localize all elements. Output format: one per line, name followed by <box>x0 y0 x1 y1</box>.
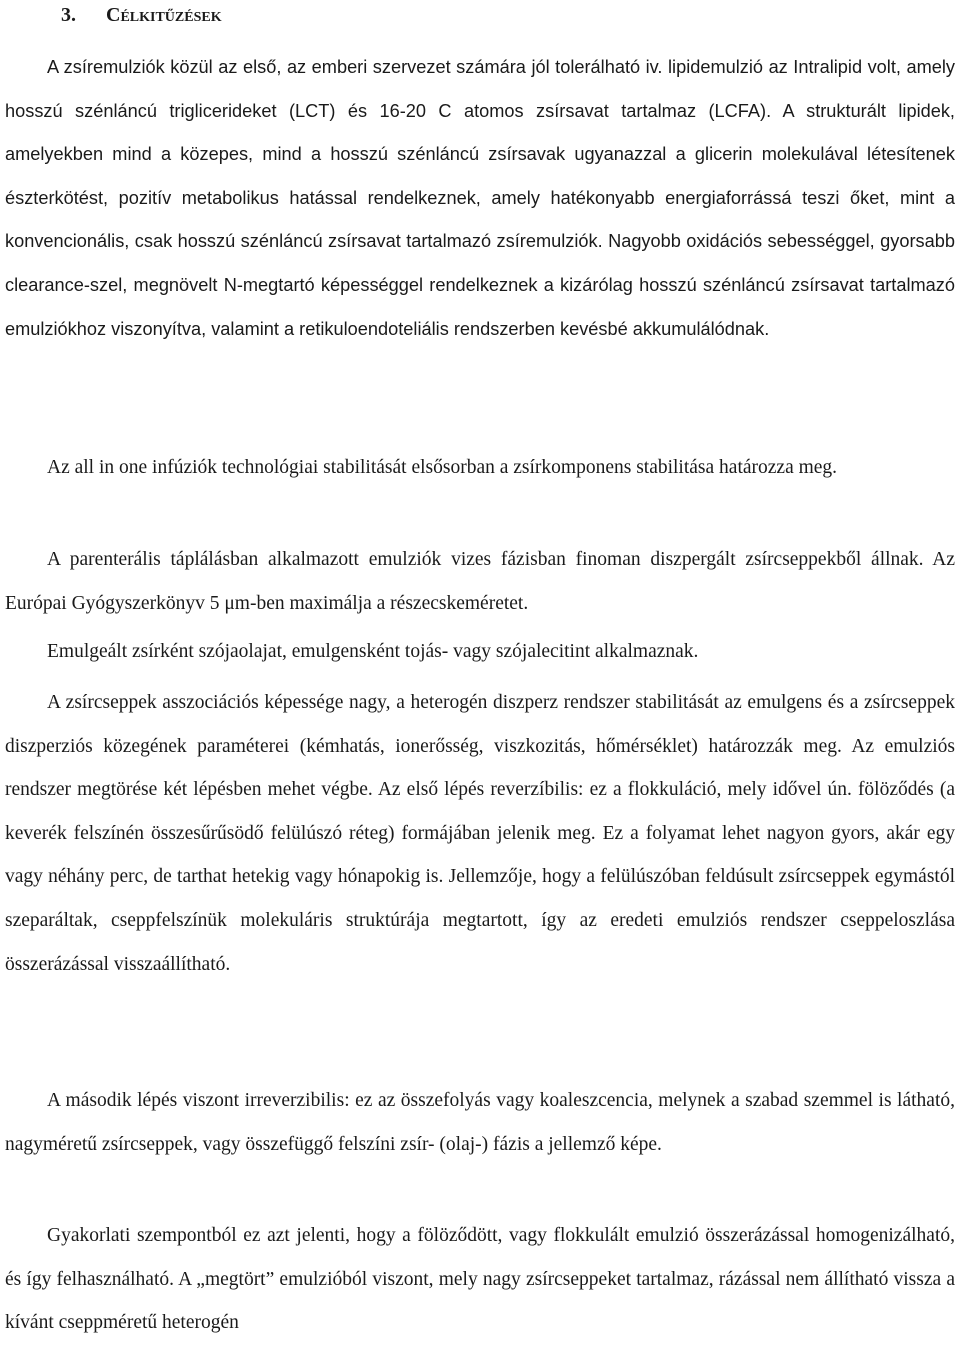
paragraph-emulsifiers: Emulgeált zsírként szójaolajat, emulgensként tojás- vagy szójalecitint alkalmaznak. <box>47 641 699 662</box>
paragraph-practical-meaning: Gyakorlati szempontból ez azt jelenti, hogy a fölöződött, vagy flokkulált emulzió összerázással homogenizálható, és így felhasználható. A „megtört” emulzióból viszont, mely nagy zsírcseppeket tartalmaz, rázással nem állítható vissza a kívánt cseppméretű heterogén <box>5 1225 955 1334</box>
paragraph-irreversible-step: A második lépés viszont irreverzibilis: ez az összefolyás vagy koaleszcencia, melynek a szabad szemmel is látható, nagyméretű zsírcseppek, vagy összefüggő felszíni zsír- (olaj-) fázis a jellemző képe. <box>5 1090 955 1155</box>
paragraph-lipid-emulsions: A zsíremulziók közül az első, az emberi szervezet számára jól tolerálható iv. lipidemulzió az Intralipid volt, amely hosszú szénláncú triglicerideket (LCT) és 16-20 C atomos zsírsavat tartalmaz (LCFA). A strukturált lipidek, amelyekben mind a közepes, mind a hosszú szénláncú zsírsavak ugyanazzal a glicerin molekulával létesítenek észterkötést, pozitív metabolikus hatással rendelkeznek, amely hatékonyabb energiaforrássá teszi őket, mint a konvencionális, csak hosszú szénláncú zsírsavat tartalmazó zsíremulziók. Nagyobb oxidációs sebességgel, gyorsabb clearance-szel, megnövelt N-megtartó képességgel rendelkeznek a kizárólag hosszú szénláncú zsírsavat tartalmazó emulziókhoz viszonyítva, valamint a retikuloendoteliális rendszerben kevésbé akkumulálódnak. <box>5 57 955 339</box>
section-number: 3. <box>61 4 76 26</box>
section-title: Célkitűzések <box>106 4 222 26</box>
paragraph-droplet-association: A zsírcseppek asszociációs képessége nagy, a heterogén diszperz rendszer stabilitását az emulgens és a zsírcseppek diszperziós közegének paraméterei (kémhatás, ionerősség, viszkozitás, hőmérséklet) határozzák meg. Az emulziós rendszer megtörése két lépésben mehet végbe. Az első lépés reverzíbilis: ez a flokkuláció, mely idővel ún. fölöződés (a keverék felszínén összesűrűsödő felülúszó réteg) formájában jelenik meg. Ez a folyamat lehet nagyon gyors, akár egy vagy néhány perc, de tarthat hetekig vagy hónapokig is. Jellemzője, hogy a felülúszóban feldúsult zsírcseppek egymástól szeparáltak, cseppfelszínük molekuláris struktúrája megtartott, így az eredeti emulziós rendszer cseppeloszlása összerázással visszaállítható. <box>5 692 955 975</box>
paragraph-all-in-one-stability: Az all in one infúziók technológiai stabilitását elsősorban a zsírkomponens stabilitása határozza meg. <box>47 457 838 478</box>
paragraph-parenteral-emulsions: A parenterális táplálásban alkalmazott emulziók vizes fázisban finoman diszpergált zsírcseppekből állnak. Az Európai Gyógyszerkönyv 5 μm-ben maximálja a részecskeméretet. <box>5 549 955 614</box>
